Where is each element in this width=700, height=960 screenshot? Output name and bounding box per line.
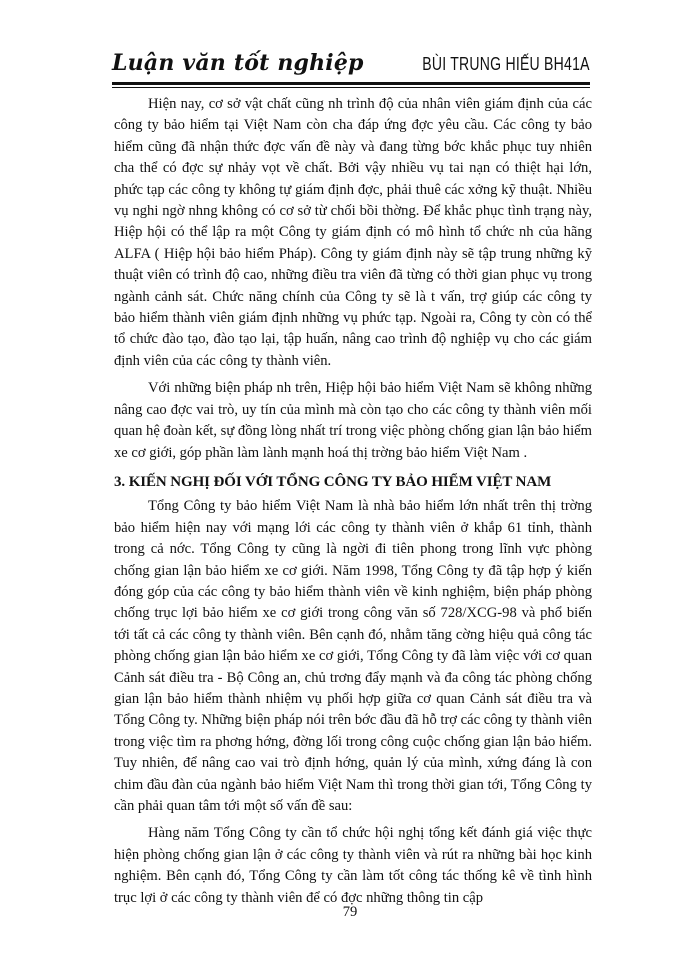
paragraph-hiep-hoi-benefits: Với những biện pháp nh trên, Hiệp hội bảo hiểm Việt Nam sẽ không những nâng cao đợc vai trò, uy tín của mình mà còn tạo cho các công ty thành viên mối quan hệ đoàn kết, sự đồng lòng nhất trí trong việc phòng chống gian lận bảo hiểm xe cơ giới, góp phần làm lành mạnh hoá thị trờng bảo hiểm Việt Nam . [114,380,592,461]
section-heading: 3. KIẾN NGHỊ ĐỐI VỚI TỔNG CÔNG TY BẢO HIỂM VIỆT NAM [114,473,552,490]
paragraph-tong-cong-ty: Tổng Công ty bảo hiểm Việt Nam là nhà bảo hiểm lớn nhất trên thị trờng bảo hiểm hiện nay với mạng lới các công ty thành viên ở khắp 61 tỉnh, thành trong cả nớc. Tổng Công ty cũng là ngời đi tiên phong trong lĩnh vực phòng chống gian lận bảo hiểm xe cơ giới. Năm 1998, Tổng Công ty đã tập hợp ý kiến đóng góp của các công ty bảo hiểm thành viên về kinh nghiệm, biện pháp phòng chống trục lợi bảo hiểm xe cơ giới trong công văn số 728/XCG-98 và phổ biến tới tất cả các công ty thành viên. Bên cạnh đó, nhằm tăng cờng hiệu quả công tác phòng chống gian lận bảo hiểm xe cơ giới, Tổng Công ty đã làm việc với cơ quan Cảnh sát điều tra - Bộ Công an, chủ trơng đẩy mạnh và đa công tác phòng chống gian lận bảo hiểm thành nhiệm vụ phối hợp giữa cơ quan Cảnh sát điều tra và Tổng Công ty. Những biện pháp nói trên bớc đầu đã hỗ trợ các công ty thành viên trong việc tìm ra phơng hớng, đờng lối trong công cuộc chống gian lận bảo hiểm. Tuy nhiên, để nâng cao vai trò định hớng, quản lý của mình, xứng đáng là con chim đầu đàn của ngành bảo hiểm Việt Nam thì trong thời gian tới, Tổng Công ty cần phải quan tâm tới một số vấn đề sau: [114,498,592,814]
header-author-name: BÙI TRUNG HIẾU BH41A [422,54,590,74]
page-number: 79 [342,904,358,920]
header-rule [112,82,590,85]
document-body [114,94,592,909]
header-rule-thin [112,87,590,88]
paragraph-hoi-nghi: Hàng năm Tổng Công ty cần tổ chức hội nghị tổng kết đánh giá việc thực hiện phòng chống gian lận ở các công ty thành viên và rút ra những bài học kinh nghiệm. Bên cạnh đó, Tổng Công ty cần làm tốt công tác thống kê về tình hình trục lợi ở các công ty thành viên để có đợc những thông tin cập [114,825,592,906]
page-header [112,44,590,84]
header-thesis-title: Luận văn tốt nghiệp [112,50,364,76]
paragraph-giam-dinh: Hiện nay, cơ sở vật chất cũng nh trình độ của nhân viên giám định của các công ty bảo hiểm tại Việt Nam còn cha đáp ứng đợc yêu cầu. Các công ty bảo hiểm cũng đã nhận thức đợc vấn đề này và đang từng bớc khắc phục tuy nhiên cha thể có đợc sự nhảy vọt về chất. Bởi vậy nhiều vụ tai nạn có thiệt hại lớn, phức tạp các công ty không tự giám định đợc, phải thuê các xởng kỹ thuật. Nhiều vụ nghi ngờ nhng không có cơ sở từ chối bồi thờng. Để khắc phục tình trạng này, Hiệp hội có thể lập ra một Công ty giám định có mô hình tổ chức nh của hãng ALFA ( Hiệp hội bảo hiểm Pháp). Công ty giám định này sẽ tập trung những kỹ thuật viên có trình độ cao, những điều tra viên đã từng có thời gian phục vụ trong ngành cảnh sát. Chức năng chính của Công ty sẽ là t vấn, trợ giúp các công ty bảo hiểm thành viên giám định những vụ phức tạp. Ngoài ra, Công ty còn có thể tổ chức đào tạo, đào tạo lại, tập huấn, nâng cao trình độ nghiệp vụ cho các giám định viên của các công ty thành viên. [114,96,592,369]
